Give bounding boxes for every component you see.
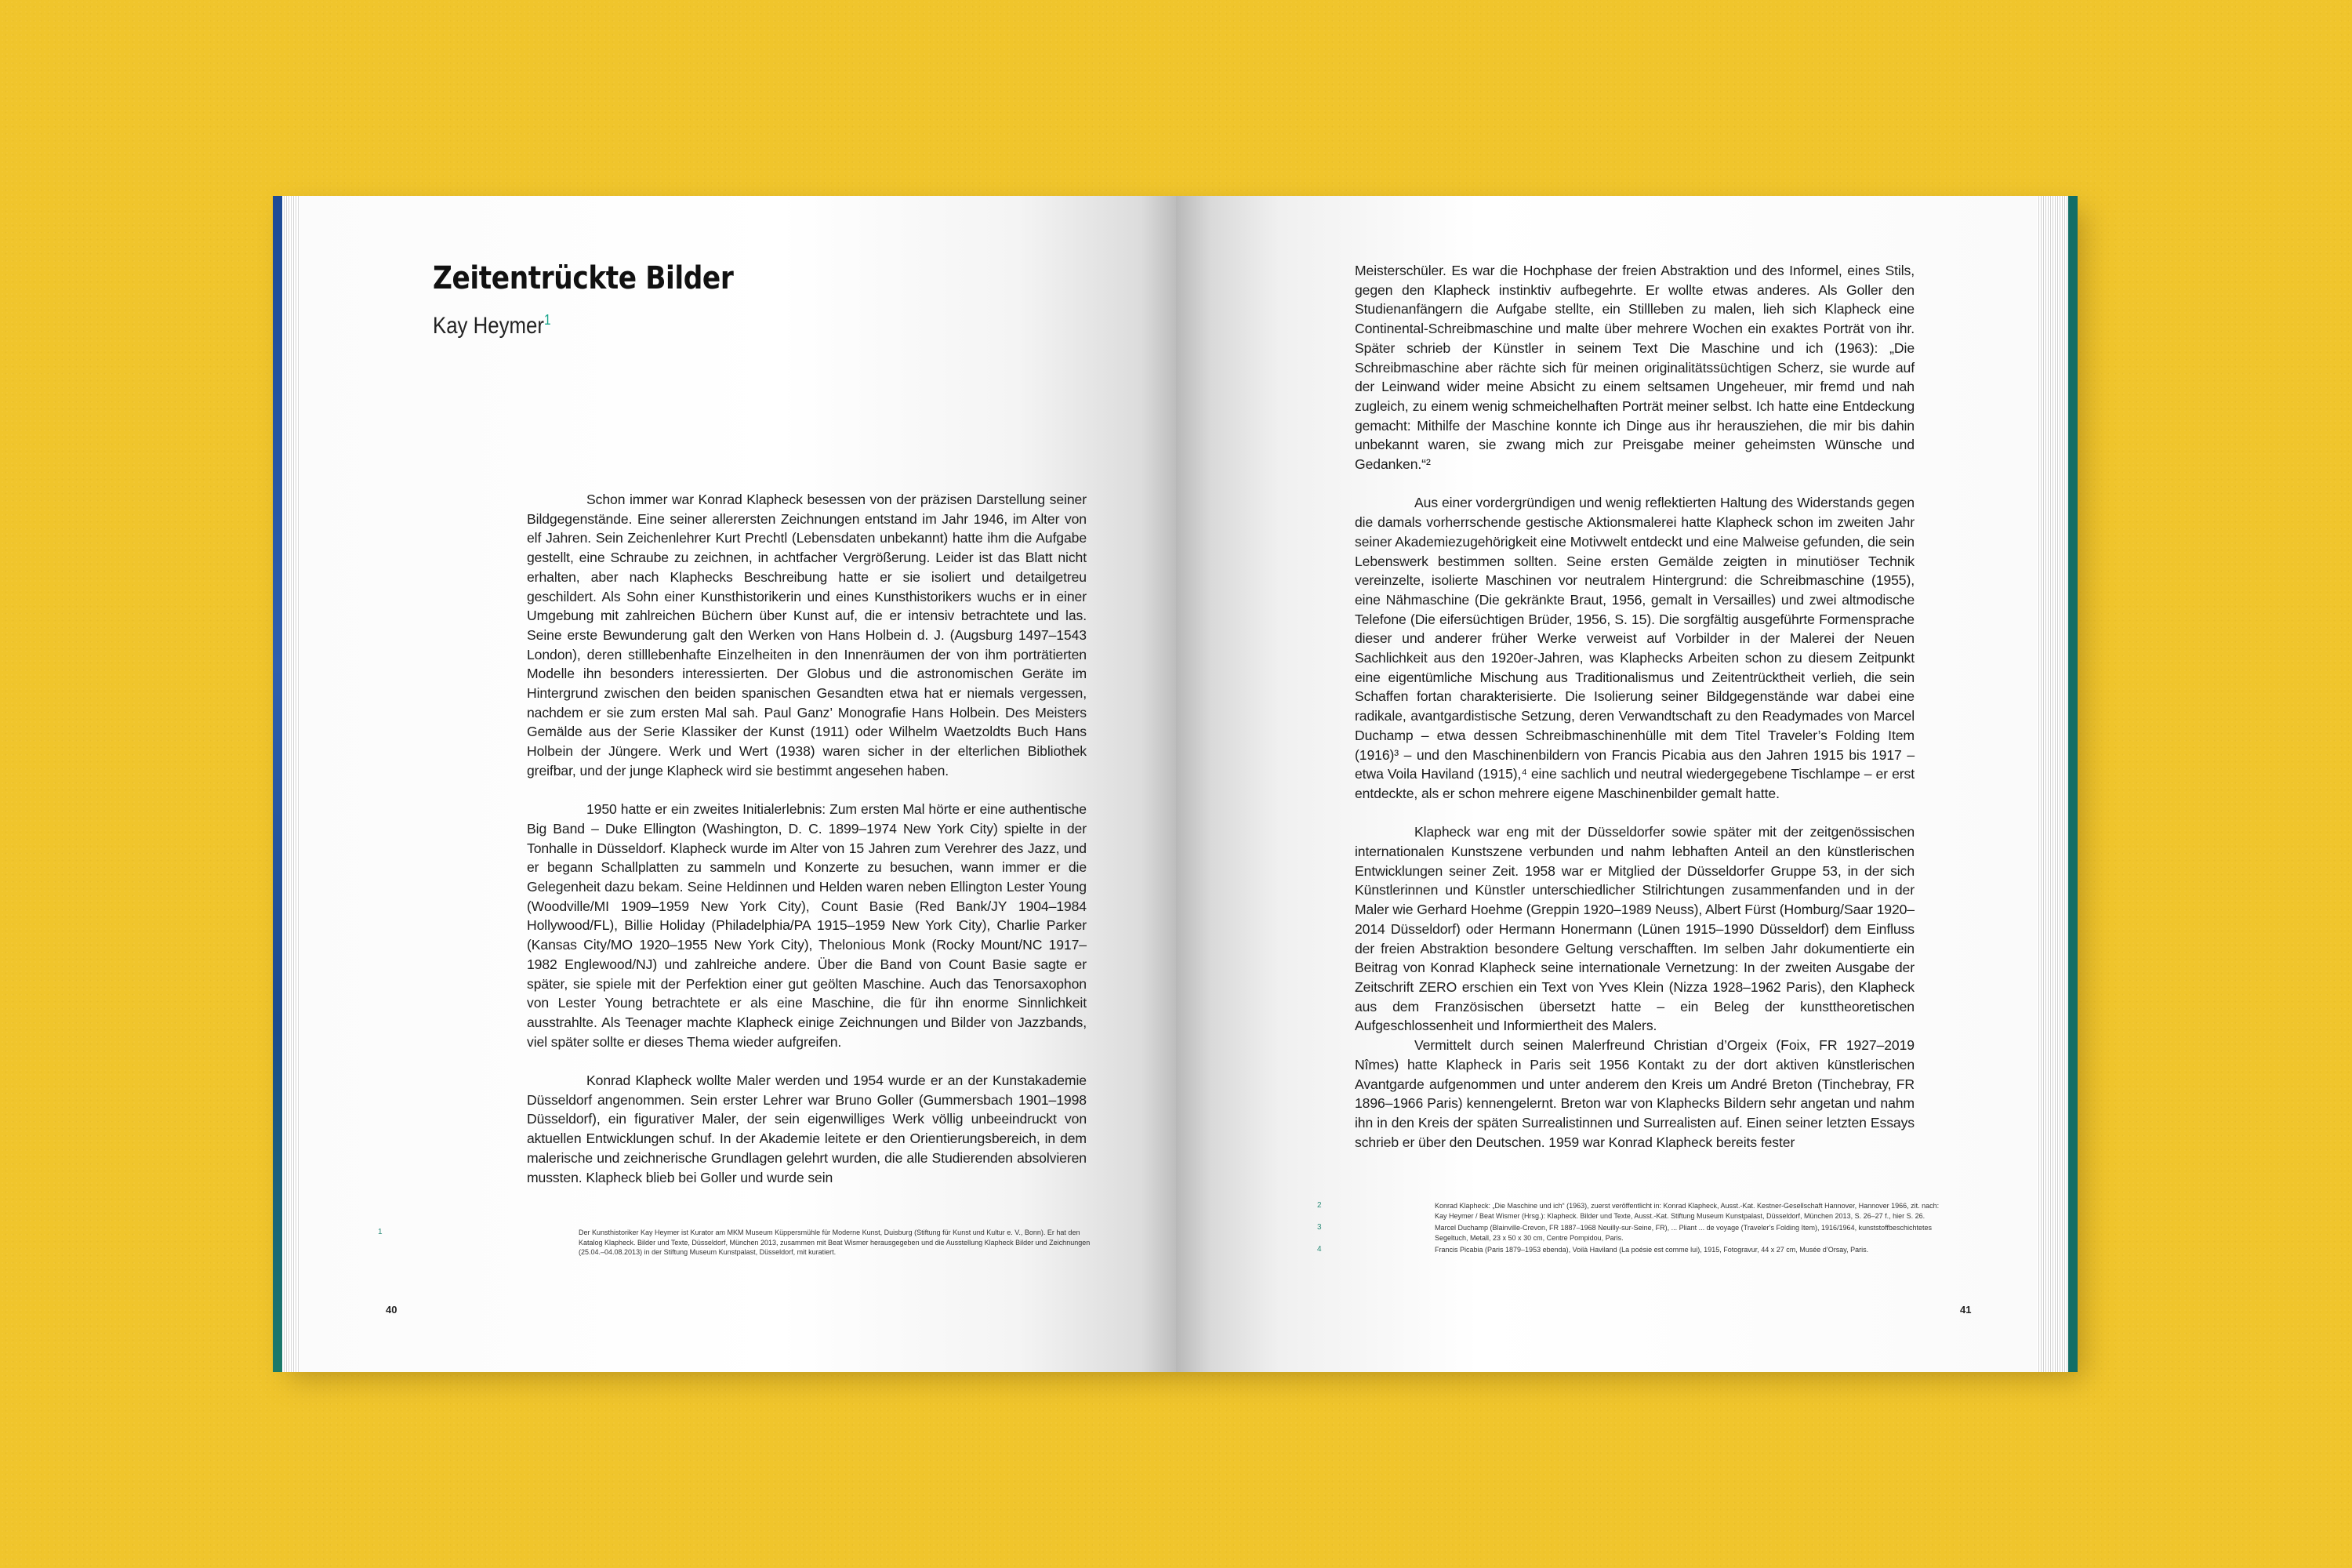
right-footnotes [1317,1201,1944,1258]
footnote-number: 2 [1317,1201,1322,1210]
paragraph: Konrad Klapheck wollte Maler werden und 1954 wurde er an der Kunstakademie Düsseldorf angenommen. Sein erster Lehrer war Bruno Goller (Gummersbach 1901–1998 Düsseldorf), ein figurativer Maler, der sein eigenwilliges Werk völlig unbeeindruckt von aktuellen Entwicklungen schuf. In der Akademie leitete er den Orientierungsbereich, in dem malerische und zeichnerische Grundlagen gelehrt wurden, die alle Studierenden absolvieren mussten. Klapheck blieb bei Goller und wurde sein [527,1073,1087,1185]
author-line [433,312,551,339]
footnote [1317,1223,1944,1243]
footnote-text: Marcel Duchamp (Blainville-Crevon, FR 1887–1968 Neuilly-sur-Seine, FR), ... Pliant ... de voyage (Traveler’s Folding Item), 1916/1964, kunststoffbeschichtetes Segeltuch, Metall, 23 x 50 x 30 cm, Centre Pompidou, Paris. [1435,1224,1932,1242]
page-stack-right [2037,196,2070,1372]
footnote-number: 1 [378,1228,383,1236]
left-footnotes [378,1228,1091,1260]
author-name: Kay Heymer [433,313,544,339]
footnote [1317,1201,1944,1221]
paragraph: Aus einer vordergründigen und wenig reflektierten Haltung des Widerstands gegen die damals vorherrschende gestische Aktionsmalerei hatte Klapheck schon im zweiten Jahr seiner Akademiezugehörigkeit eine Motivwelt entdeckt und eine Malweise gefunden, die sein Lebenswerk bestimmen sollten. Seine ersten Gemälde zeigten in minutiöser Technik vereinzelte, isolierte Maschinen vor neutralem Hintergrund: die Schreibmaschine (1955), eine Nähmaschine (Die gekränkte Braut, 1956, gemalt in Versailles) und zwei altmodische Telefone (Die eifersüchtigen Brüder, 1956, S. 15). Die sorgfältig ausgeführte Formensprache dieser und anderer früher Werke verweist auf Vorbilder in der Malerei der Neuen Sachlichkeit aus den 1920er-Jahren, was Klaphecks Arbeiten schon zu diesem Zeitpunkt eine eigentümliche Mischung aus Traditionalismus und Zeitentrücktheit verlieh, die sein Schaffen fortan charakterisierte. Die Isolierung seiner Bildgegenstände war dabei eine radikale, avantgardistische Setzung, deren Verwandtschaft zu den Readymades von Marcel Duchamp – etwa dessen Schreibmaschinenhülle mit dem Titel Traveler’s Folding Item (1916)³ – und den Maschinenbildern von Francis Picabia aus den Jahren 1915 bis 1917 – etwa Voila Haviland (1915),⁴ eine sachlich und neutral wiedergegebene Tischlampe – er erst entdeckte, als er schon mehrere eigene Maschinenbilder gemalt hatte. [1355,495,1915,801]
chapter-title: Zeitentrückte Bilder [433,260,734,296]
cover-edge-right [2068,196,2078,1372]
paragraph: Schon immer war Konrad Klapheck besessen von der präzisen Darstellung seiner Bildgegenstände. Eine seiner allerersten Zeichnungen entstand im Jahr 1946, im Alter von elf Jahren. Sein Zeichenlehrer Kurt Prechtl (Lebensdaten unbekannt) hatte ihm die Aufgabe gestellt, eine Schraube zu zeichnen, in achtfacher Vergrößerung. Leider ist das Blatt nicht erhalten, aber nach Klaphecks Beschreibung hatte er sie isoliert und detailgetreu geschildert. Als Sohn einer Kunsthistorikerin und eines Kunsthistorikers wuchs er in einer Umgebung mit zahlreichen Büchern über Kunst auf, die er intensiv betrachtete und las. Seine erste Bewunderung galt den Werken von Hans Holbein d. J. (Augsburg 1497–1543 London), deren stilllebenhafte Einzelheiten in den Innenräumen der von ihm porträtierten Modelle ihn besonders interessierten. Der Globus und die astronomischen Geräte im Hintergrund zwischen den beiden spanischen Gesandten etwa hat er niemals vergessen, nachdem er sie zum ersten Mal sah. Paul Ganz’ Monografie Hans Holbein. Des Meisters Gemälde aus der Serie Klassiker der Kunst (1911) oder Wilhelm Waetzoldts Buch Hans Holbein der Jüngere. Werk und Wert (1938) waren sicher in der elterlichen Bibliothek greifbar, und der junge Klapheck wird sie bestimmt angesehen haben. [527,492,1087,779]
footnote [378,1228,1091,1258]
left-page [299,196,1176,1372]
right-page [1176,196,2037,1372]
paragraph: Meisterschüler. Es war die Hochphase der freien Abstraktion und des Informel, eines Stils, gegen den Klapheck instinktiv aufbegehrte. Er wollte etwas anderes. Als Goller den Studienanfängern die Aufgabe stellte, ein Stillleben zu malen, lieh sich Klapheck eine Continental-Schreibmaschine und malte über mehrere Wochen ein exaktes Porträt von ihr. Später schrieb der Künstler in seinem Text Die Maschine und ich (1963): „Die Schreibmaschine aber rächte sich für meinen originalitätssüchtigen Scherz, sie wurde auf der Leinwand wider meine Absicht zu einem seltsamen Ungeheuer, mir fremd und nah zugleich, zu einem wenig schmeichelhaften Porträt meiner selbst. Ich hatte eine Entdeckung gemacht: Mithilfe der Maschine konnte ich Dinge aus ihr herausziehen, die mir bis dahin unbekannt waren, sie zwang mich zur Preisgabe meiner geheimsten Wünsche und Gedanken.“² [1355,263,1915,473]
page-number-left: 40 [386,1304,397,1316]
paragraph: Klapheck war eng mit der Düsseldorfer sowie später mit der zeitgenössischen internationalen Kunstszene verbunden und nahm lebhaften Anteil an den künstlerischen Entwicklungen seiner Zeit. 1958 war er Mitglied der Düsseldorfer Gruppe 53, in der sich Künstlerinnen und Künstler unterschiedlicher Stilrichtungen zusammenfanden und in der Maler wie Gerhard Hoehme (Greppin 1920–1989 Neuss), Albert Fürst (Homburg/Saar 1920–2014 Düsseldorf) oder Hermann Honermann (Lünen 1915–1990 Düsseldorf) dem Einfluss der freien Abstraktion besondere Geltung verschafften. Im selben Jahr dokumentierte ein Beitrag von Konrad Klapheck seine internationale Vernetzung: In der zweiten Ausgabe der Zeitschrift ZERO erschien ein Text von Yves Klein (Nizza 1928–1962 Paris), den Klapheck aus dem Französischen übersetzt hatte – ein Beleg der kunsttheoretischen Aufgeschlossenheit und Informiertheit des Malers. [1355,824,1915,1034]
page-stack-left [282,196,301,1372]
author-note-mark: 1 [543,312,551,328]
open-book [273,196,2078,1372]
paragraph: 1950 hatte er ein zweites Initialerlebnis: Zum ersten Mal hörte er eine authentische Big Band – Duke Ellington (Washington, D. C. 1899–1974 New York City) spielte in der Tonhalle in Düsseldorf. Klapheck wurde im Alter von 15 Jahren zum Verehrer des Jazz, und er begann Schallplatten zu sammeln und Konzerte zu besuchen, wann immer er die Gelegenheit dazu bekam. Seine Heldinnen und Helden waren neben Ellington Lester Young (Woodville/MI 1909–1959 New York City), Count Basie (Red Bank/JY 1904–1984 Hollywood/FL), Billie Holiday (Philadelphia/PA 1915–1959 New York City), Charlie Parker (Kansas City/MO 1920–1955 New York City), Thelonious Monk (Rocky Mount/NC 1917–1982 Englewood/NJ) und zahlreiche andere. Über die Band von Count Basie sagte er später, sie spiele mit der Perfektion einer gut geölten Maschine. Auch das Tenorsaxophon von Lester Young betrachtete er als eine Maschine, die für ihn enorme Sinnlichkeit ausstrahlte. Als Teenager machte Klapheck einige Zeichnungen und Bilder von Jazzbands, viel später sollte er dieses Thema wieder aufgreifen. [527,801,1087,1050]
footnote [1317,1245,1944,1255]
footnote-text: Der Kunsthistoriker Kay Heymer ist Kurator am MKM Museum Küppersmühle für Moderne Kunst, Duisburg (Stiftung für Kunst und Kultur e. V., Bonn). Er hat den Katalog Klapheck. Bilder und Texte, Düsseldorf, München 2013, zusammen mit Beat Wismer herausgegeben und die Ausstellung Klapheck Bilder und Zeichnungen (25.04.–04.08.2013) in der Stiftung Museum Kunstpalast, Düsseldorf, mit kuratiert. [579,1229,1091,1256]
left-body-text [527,490,1087,1207]
right-body-text [1355,261,1915,1171]
footnote-number: 4 [1317,1245,1322,1254]
paragraph: Vermittelt durch seinen Malerfreund Christian d’Orgeix (Foix, FR 1927–2019 Nîmes) hatte Klapheck in Paris seit 1956 Kontakt zu der dort aktiven künstlerischen Avantgarde aufgenommen und unter anderem den Kreis um André Breton (Tinchebray, FR 1896–1966 Paris) kennengelernt. Breton war von Klaphecks Bildern sehr angetan und nahm ihn in den Kreis der späten Surrealistinnen und Surrealisten auf. Einen seiner letzten Essays schrieb er über den Deutschen. 1959 war Konrad Klapheck bereits fester [1355,1037,1915,1150]
page-number-right: 41 [1960,1304,1972,1316]
footnote-text: Francis Picabia (Paris 1879–1953 ebenda), Voilà Haviland (La poésie est comme lui), 1915, Fotogravur, 44 x 27 cm, Musée d’Orsay, Paris. [1435,1246,1869,1254]
footnote-text: Konrad Klapheck: „Die Maschine und ich“ (1963), zuerst veröffentlicht in: Konrad Klapheck, Ausst.-Kat. Kestner-Gesellschaft Hannover, Hannover 1966, zit. nach: Kay Heymer / Beat Wismer (Hrsg.): Klapheck. Bilder und Texte, Ausst.-Kat. Stiftung Museum Kunstpalast, Düsseldorf, München 2013, S. 26–27 f., hier S. 26. [1435,1202,1940,1220]
footnote-number: 3 [1317,1223,1322,1232]
